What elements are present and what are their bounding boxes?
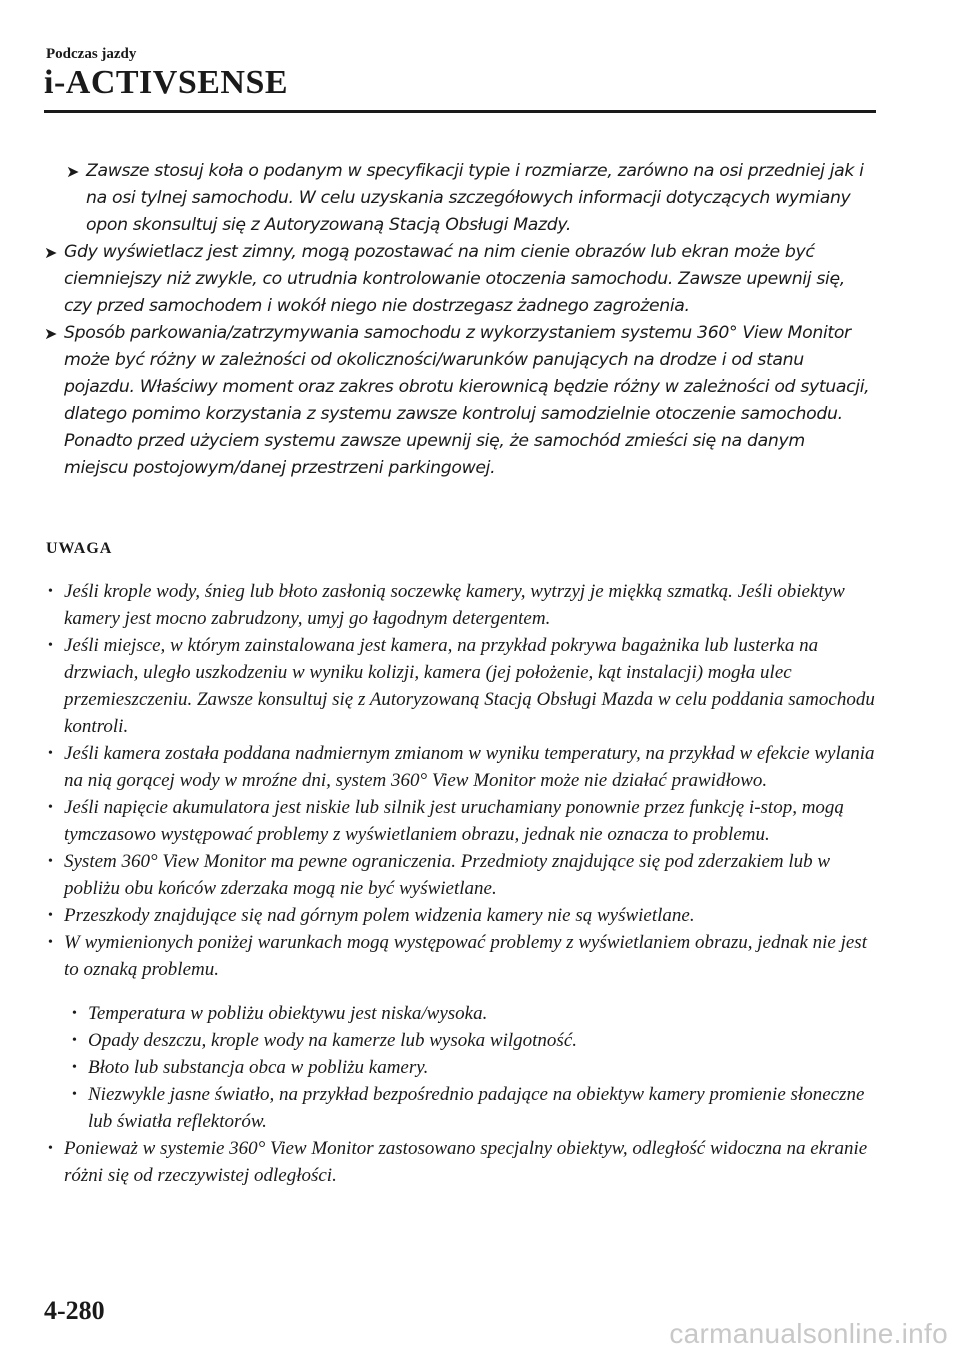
section-label: Podczas jazdy — [46, 46, 137, 62]
notice-sub-item — [70, 1027, 876, 1054]
notice-item — [46, 902, 876, 929]
bullet-icon: • — [48, 800, 53, 815]
notice-text: Jeśli miejsce, w którym zainstalowana jest kamera, na przykład pokrywa bagażnika lub lusterka na drzwiach, uległo uszkodzeniu w wyniku kolizji, kamera (jej położenie, kąt instalacji) mogła ulec przemieszczeniu. Zawsze konsultuj się z Autoryzowaną Stacją Obsługi Mazda w celu poddania samochodu kontroli. — [64, 635, 875, 737]
warning-text: Gdy wyświetlacz jest zimny, mogą pozostawać na nim cienie obrazów lub ekran może być ciemniejszy niż zwykle, co utrudnia kontrolowanie otoczenia samochodu. Zawsze upewnij się, czy przed samochodem i wokół niego nie dostrzegasz żadnego zagrożenia. — [64, 242, 845, 316]
notice-sub-text: Niezwykle jasne światło, na przykład bezpośrednio padające na obiektyw kamery promienie słoneczne lub światła reflektorów. — [88, 1084, 865, 1132]
bullet-icon: • — [72, 1060, 77, 1075]
bullet-icon: • — [72, 1087, 77, 1102]
notice-item — [46, 578, 876, 632]
notice-item — [46, 632, 876, 740]
notice-sub-item — [70, 1054, 876, 1081]
bullet-icon: • — [48, 935, 53, 950]
notice-text: Jeśli napięcie akumulatora jest niskie lub silnik jest uruchamiany ponownie przez funkcję i-stop, mogą tymczasowo występować problemy z wyświetlaniem obrazu, jednak nie oznacza to problemu. — [64, 797, 844, 845]
bullet-icon: • — [48, 584, 53, 599]
notice-text: Jeśli krople wody, śnieg lub błoto zasłonią soczewkę kamery, wytrzyj je miękką szmatką. Jeśli obiektyw kamery jest mocno zabrudzony, umyj go łagodnym detergentem. — [64, 581, 845, 629]
notice-heading: UWAGA — [46, 540, 113, 557]
bullet-icon: • — [72, 1033, 77, 1048]
header-divider — [44, 110, 876, 113]
notice-sub-text: Błoto lub substancja obca w pobliżu kamery. — [88, 1057, 429, 1078]
warning-item — [44, 320, 874, 482]
bullet-icon: • — [48, 746, 53, 761]
bullet-icon: • — [48, 908, 53, 923]
page-title: i-ACTIVSENSE — [44, 64, 289, 101]
notice-text: Ponieważ w systemie 360° View Monitor zastosowano specjalny obiektyw, odległość widoczna na ekranie różni się od rzeczywistej odległości. — [64, 1138, 868, 1186]
notice-item — [46, 848, 876, 902]
notice-sub-list — [46, 1000, 876, 1135]
notice-item — [46, 929, 876, 983]
warning-text: Zawsze stosuj koła o podanym w specyfikacji typie i rozmiarze, zarówno na osi przedniej jak i na osi tylnej samochodu. W celu uzyskania szczegółowych informacji dotyczących wymiany opon skonsultuj się z Autoryzowaną Stacją Obsługi Mazdy. — [86, 161, 864, 235]
warning-text: Ponadto przed użyciem systemu zawsze upewnij się, że samochód zmieści się na danym miejscu postojowym/danej przestrzeni parkingowej. — [64, 431, 805, 478]
notice-text: W wymienionych poniżej warunkach mogą występować problemy z wyświetlaniem obrazu, jednak nie jest to oznaką problemu. — [64, 932, 867, 980]
page-number: 4-280 — [44, 1296, 105, 1325]
bullet-icon: • — [48, 854, 53, 869]
bullet-icon: • — [48, 638, 53, 653]
notice-item — [46, 1135, 876, 1189]
notice-item — [46, 740, 876, 794]
watermark: carmanualsonline.info — [669, 1318, 948, 1349]
notice-sub-text: Opady deszczu, krople wody na kamerze lub wysoka wilgotność. — [88, 1030, 577, 1051]
notice-list — [46, 578, 876, 1189]
warning-item — [44, 239, 874, 320]
notice-item — [46, 794, 876, 848]
warning-item — [44, 158, 874, 239]
bullet-icon: • — [48, 1141, 53, 1156]
warning-list — [44, 158, 874, 482]
notice-sub-text: Temperatura w pobliżu obiektywu jest niska/wysoka. — [88, 1003, 488, 1024]
bullet-icon: • — [72, 1006, 77, 1021]
arrow-bullet-icon: ➤ — [66, 162, 80, 181]
arrow-bullet-icon: ➤ — [44, 324, 58, 343]
notice-text: Jeśli kamera została poddana nadmiernym zmianom w wyniku temperatury, na przykład w efekcie wylania na nią gorącej wody w mroźne dni, system 360° View Monitor może nie działać prawidłowo. — [64, 743, 875, 791]
arrow-bullet-icon: ➤ — [44, 243, 58, 262]
warning-text: Sposób parkowania/zatrzymywania samochodu z wykorzystaniem systemu 360° View Monitor może być różny w zależności od okoliczności/warunków panujących na drodze i od stanu pojazdu. Właściwy moment oraz zakres obrotu kierownicą będzie różny w zależności od sytuacji, dlatego pomimo korzystania z systemu zawsze kontroluj samodzielnie otoczenie samochodu. — [64, 323, 870, 424]
notice-text: Przeszkody znajdujące się nad górnym polem widzenia kamery nie są wyświetlane. — [64, 905, 695, 926]
notice-sub-item — [70, 1081, 876, 1135]
notice-text: System 360° View Monitor ma pewne ograniczenia. Przedmioty znajdujące się pod zderzakiem lub w pobliżu obu końców zderzaka mogą nie być wyświetlane. — [64, 851, 831, 899]
notice-sub-item — [70, 1000, 876, 1027]
